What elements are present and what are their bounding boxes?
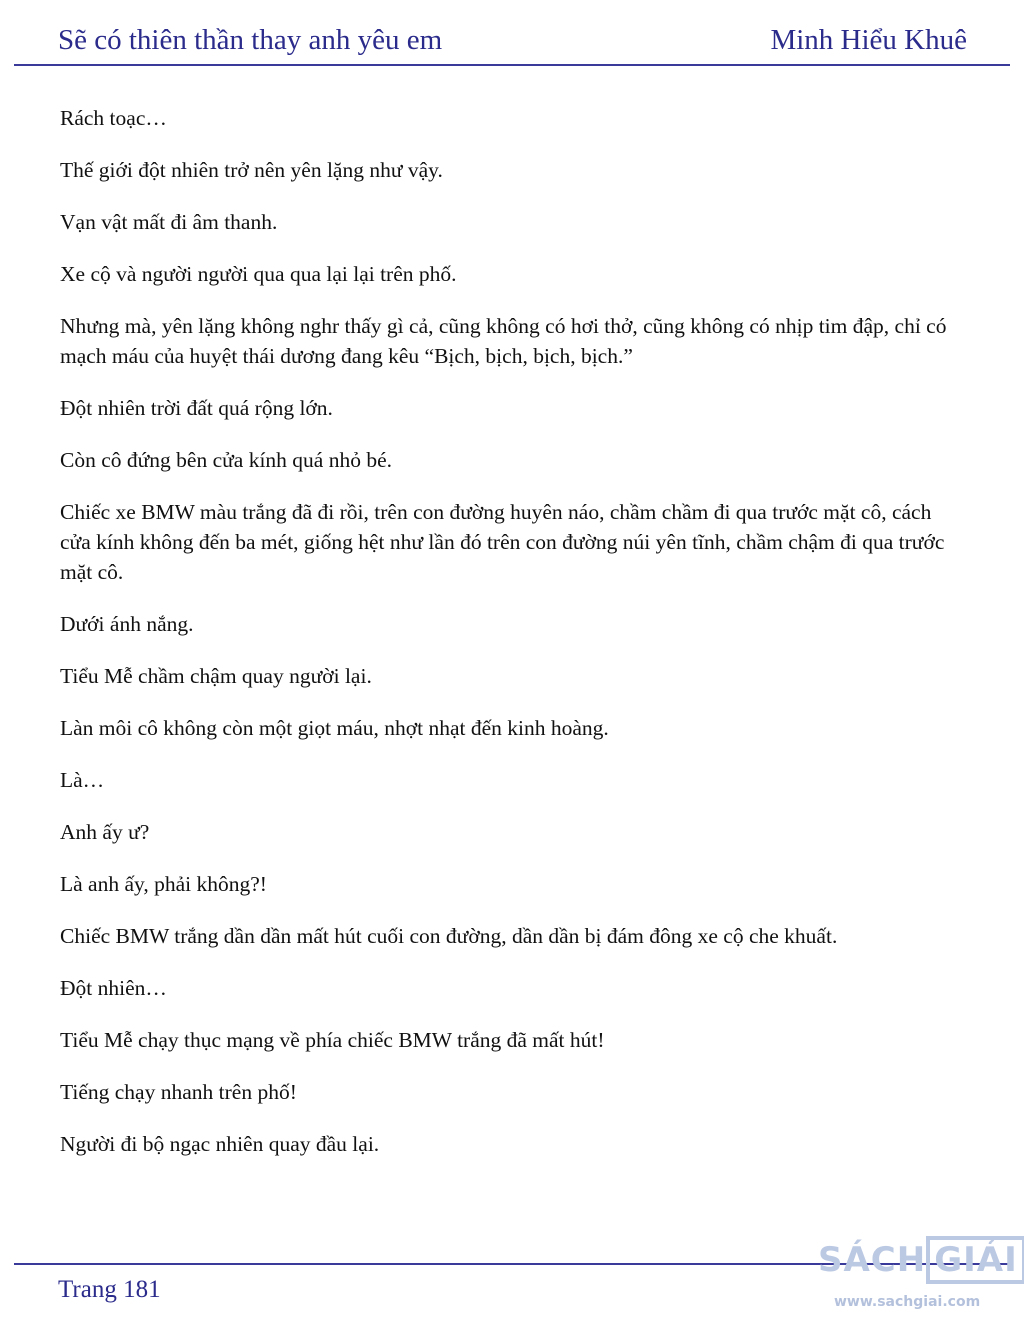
paragraph: Vạn vật mất đi âm thanh. [60,210,278,234]
watermark-logo [818,1236,1024,1284]
watermark-url: www.sachgiai.com [834,1294,981,1310]
paragraph: Tiểu Mễ chạy thục mạng về phía chiếc BMW trắng đã mất hút! [60,1028,605,1052]
page-number: Trang 181 [58,1276,161,1303]
paragraph: Đột nhiên… [60,976,167,1000]
page-body [60,103,966,1181]
paragraph: Nhưng mà, yên lặng không nghr thấy gì cả, cũng không có hơi thở, cũng không có nhịp tim đập, chỉ có mạch máu của huyệt thái dương đang kêu “Bịch, bịch, bịch, bịch.” [60,314,947,368]
paragraph: Người đi bộ ngạc nhiên quay đầu lại. [60,1132,380,1156]
paragraph: Tiếng chạy nhanh trên phố! [60,1080,297,1104]
book-title: Sẽ có thiên thần thay anh yêu em [58,24,443,56]
paragraph: Chiếc xe BMW màu trắng đã đi rồi, trên con đường huyên náo, chầm chầm đi qua trước mặt cô, cách cửa kính không đến ba mét, giống hệt như lần đó trên con đường núi yên tĩnh, chầm chậm đi qua trước mặt cô. [60,500,945,584]
paragraph: Dưới ánh nắng. [60,612,194,636]
paragraph: Tiểu Mễ chầm chậm quay người lại. [60,664,372,688]
paragraph: Là… [60,768,105,792]
author-name: Minh Hiểu Khuê [770,24,967,56]
paragraph: Rách toạc… [60,106,167,130]
watermark-logo-boxed-text: GIẢI [926,1236,1024,1284]
page-header [0,0,1024,68]
paragraph: Thế giới đột nhiên trở nên yên lặng như vậy. [60,158,443,182]
paragraph: Còn cô đứng bên cửa kính quá nhỏ bé. [60,448,393,472]
paragraph: Là anh ấy, phải không?! [60,872,267,896]
watermark-logo-text: SÁCH [818,1240,927,1280]
paragraph: Chiếc BMW trắng dần dần mất hút cuối con đường, dần dần bị đám đông xe cộ che khuất. [60,924,838,948]
paragraph: Đột nhiên trời đất quá rộng lớn. [60,396,333,420]
paragraph: Xe cộ và người người qua qua lại lại trên phố. [60,262,457,286]
watermark [814,1222,1024,1322]
paragraph: Anh ấy ư? [60,820,150,844]
header-divider [14,64,1010,66]
paragraph: Làn môi cô không còn một giọt máu, nhợt nhạt đến kinh hoàng. [60,716,609,740]
